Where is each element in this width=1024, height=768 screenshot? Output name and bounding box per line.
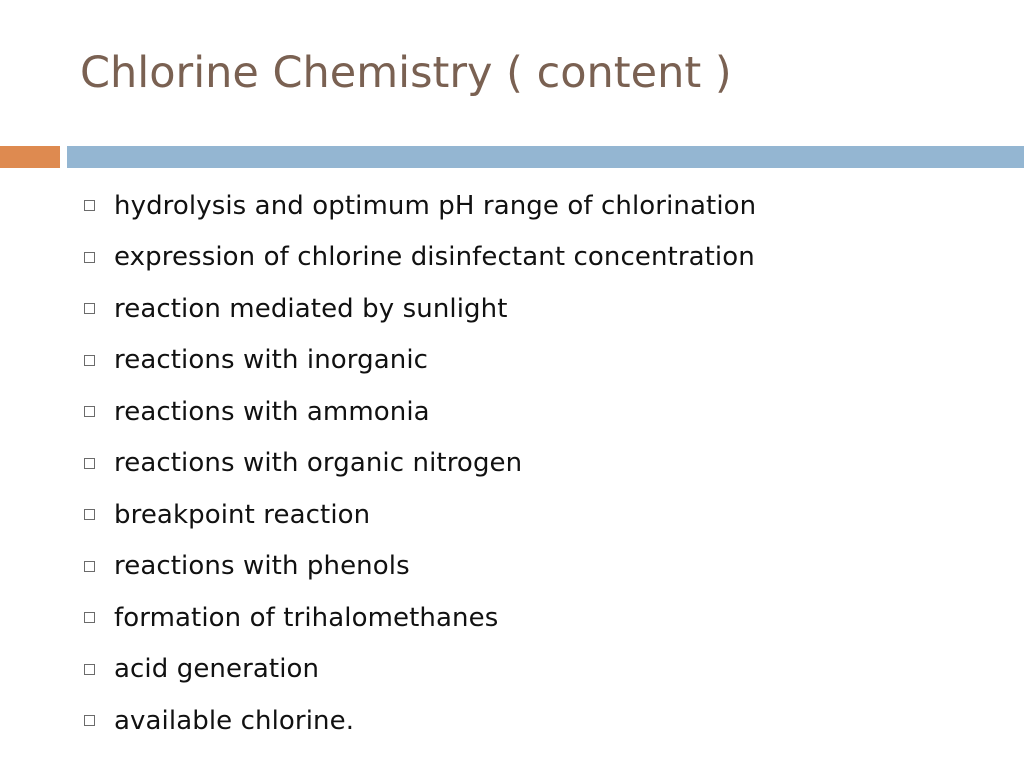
- bullet-text: reactions with ammonia: [114, 396, 430, 427]
- hollow-square-bullet-icon: [84, 355, 95, 366]
- bullet-item: [80, 541, 756, 593]
- bullet-item: [80, 695, 756, 747]
- hollow-square-bullet-icon: [84, 200, 95, 211]
- title-accent-bar: [0, 146, 60, 168]
- bullet-text: reaction mediated by sunlight: [114, 293, 508, 324]
- hollow-square-bullet-icon: [84, 458, 95, 469]
- bullet-item: [80, 592, 756, 644]
- hollow-square-bullet-icon: [84, 561, 95, 572]
- bullet-item: [80, 489, 756, 541]
- hollow-square-bullet-icon: [84, 303, 95, 314]
- bullet-item: [80, 232, 756, 284]
- bullet-item: [80, 386, 756, 438]
- bullet-text: breakpoint reaction: [114, 499, 371, 530]
- bullet-item: [80, 335, 756, 387]
- bullet-text: reactions with inorganic: [114, 345, 429, 376]
- bullet-text: available chlorine.: [114, 705, 355, 736]
- bullet-item: [80, 180, 756, 232]
- hollow-square-bullet-icon: [84, 509, 95, 520]
- bullet-item: [80, 438, 756, 490]
- hollow-square-bullet-icon: [84, 612, 95, 623]
- bullet-list: [80, 180, 756, 747]
- hollow-square-bullet-icon: [84, 406, 95, 417]
- bullet-text: expression of chlorine disinfectant concentration: [114, 242, 755, 273]
- bullet-item: [80, 283, 756, 335]
- hollow-square-bullet-icon: [84, 664, 95, 675]
- hollow-square-bullet-icon: [84, 715, 95, 726]
- bullet-text: acid generation: [114, 654, 320, 685]
- bullet-text: hydrolysis and optimum pH range of chlorination: [114, 190, 757, 221]
- title-rule-bar: [67, 146, 1024, 168]
- bullet-item: [80, 644, 756, 696]
- bullet-text: formation of trihalomethanes: [114, 602, 499, 633]
- hollow-square-bullet-icon: [84, 252, 95, 263]
- bullet-text: reactions with phenols: [114, 551, 410, 582]
- bullet-text: reactions with organic nitrogen: [114, 448, 523, 479]
- slide-title: Chlorine Chemistry ( content ): [80, 48, 732, 98]
